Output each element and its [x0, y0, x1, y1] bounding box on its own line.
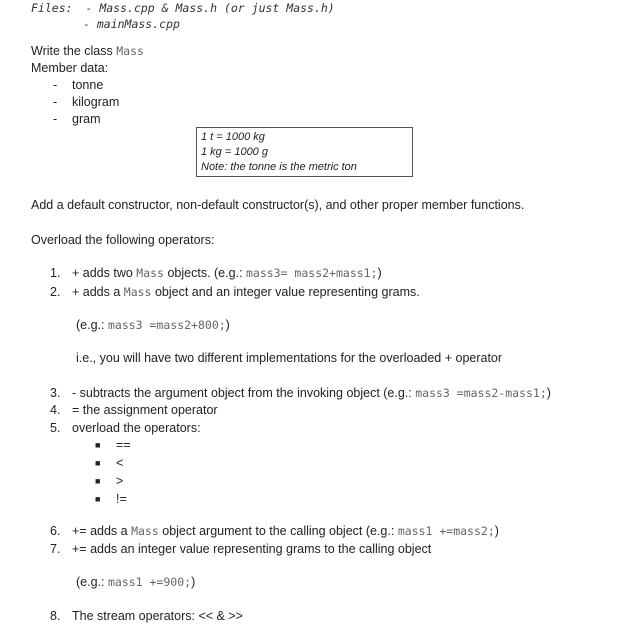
bullet-icon: ■ [95, 458, 101, 468]
example-7-part: (e.g.: [76, 575, 108, 589]
bullet-icon: ■ [95, 476, 101, 486]
item-1-code-class: Mass [136, 266, 164, 280]
member-dash: - [53, 95, 58, 109]
note-line-2: 1 kg = 1000 g [201, 146, 268, 158]
member-gram: gram [72, 112, 101, 126]
item-6-text [72, 524, 499, 538]
member-dash: - [53, 112, 58, 126]
item-8-number: 8. [50, 609, 61, 623]
bullet-icon: ■ [95, 440, 101, 450]
example-2-code: mass3 =mass2+800; [107, 318, 226, 332]
item-2-number: 2. [50, 285, 61, 299]
item-1-part: + adds two [72, 266, 137, 280]
item-6-number: 6. [50, 524, 61, 538]
item-1-part: objects. (e.g.: [163, 266, 246, 280]
overload-heading: Overload the following operators: [31, 233, 215, 247]
note-line-3: Note: the tonne is the metric ton [201, 161, 357, 173]
example-7-part: ) [191, 575, 196, 589]
ie-note: i.e., you will have two different implementations for the overloaded + operator [76, 351, 503, 365]
item-4-number: 4. [50, 403, 61, 417]
files-line-2: - mainMass.cpp [83, 17, 180, 31]
item-1-number: 1. [50, 266, 61, 280]
item-6-code-class: Mass [131, 524, 159, 538]
op-greater: > [116, 474, 124, 488]
item-5-text: overload the operators: [72, 421, 201, 435]
files-header [31, 1, 335, 15]
item-4-text: = the assignment operator [72, 403, 218, 417]
item-3-part: - subtracts the argument object from the invoking object (e.g.: [72, 386, 416, 400]
item-3-part: ) [546, 386, 551, 400]
example-2-part: ) [225, 318, 230, 332]
example-2-part: (e.g.: [76, 318, 108, 332]
conversion-note-box [196, 127, 413, 177]
item-6-part: object argument to the calling object (e.g.: [158, 524, 398, 538]
files-line-1: - Mass.cpp & Mass.h (or just Mass.h) [85, 1, 335, 15]
item-2-text [72, 285, 420, 299]
files-label: Files: [31, 1, 73, 15]
item-1-text [72, 266, 382, 280]
item-6-part: ) [494, 524, 499, 538]
op-equal: == [116, 438, 131, 452]
item-1-part: ) [377, 266, 382, 280]
item-6-part: += adds a [72, 524, 132, 538]
item-2-part: + adds a [72, 285, 124, 299]
op-less: < [116, 456, 124, 470]
item-8-text: The stream operators: << & >> [72, 609, 243, 623]
item-7-text: += adds an integer value representing grams to the calling object [72, 542, 432, 556]
item-1-code-example: mass3= mass2+mass1; [245, 266, 378, 280]
constructors-paragraph: Add a default constructor, non-default constructor(s), and other proper member functions. [31, 198, 525, 212]
op-not-equal: != [116, 492, 127, 506]
example-2 [76, 318, 230, 332]
member-dash: - [53, 78, 58, 92]
item-6-code-example: mass1 +=mass2; [397, 524, 495, 538]
class-name-code: Mass [116, 44, 144, 58]
member-kilogram: kilogram [72, 95, 120, 109]
member-tonne: tonne [72, 78, 104, 92]
member-data-label: Member data: [31, 61, 109, 75]
item-3-code: mass3 =mass2-mass1; [415, 386, 547, 400]
item-7-number: 7. [50, 542, 61, 556]
note-line-1: 1 t = 1000 kg [201, 131, 265, 143]
item-3-number: 3. [50, 386, 61, 400]
example-7 [76, 575, 195, 589]
item-2-part: object and an integer value representing grams. [151, 285, 420, 299]
item-2-code-class: Mass [123, 285, 152, 299]
example-7-code: mass1 +=900; [107, 575, 192, 589]
bullet-icon: ■ [95, 494, 101, 504]
item-3-text [72, 386, 551, 400]
item-5-number: 5. [50, 421, 61, 435]
write-class-text: Write the class [31, 44, 117, 58]
write-class-line [31, 44, 144, 58]
